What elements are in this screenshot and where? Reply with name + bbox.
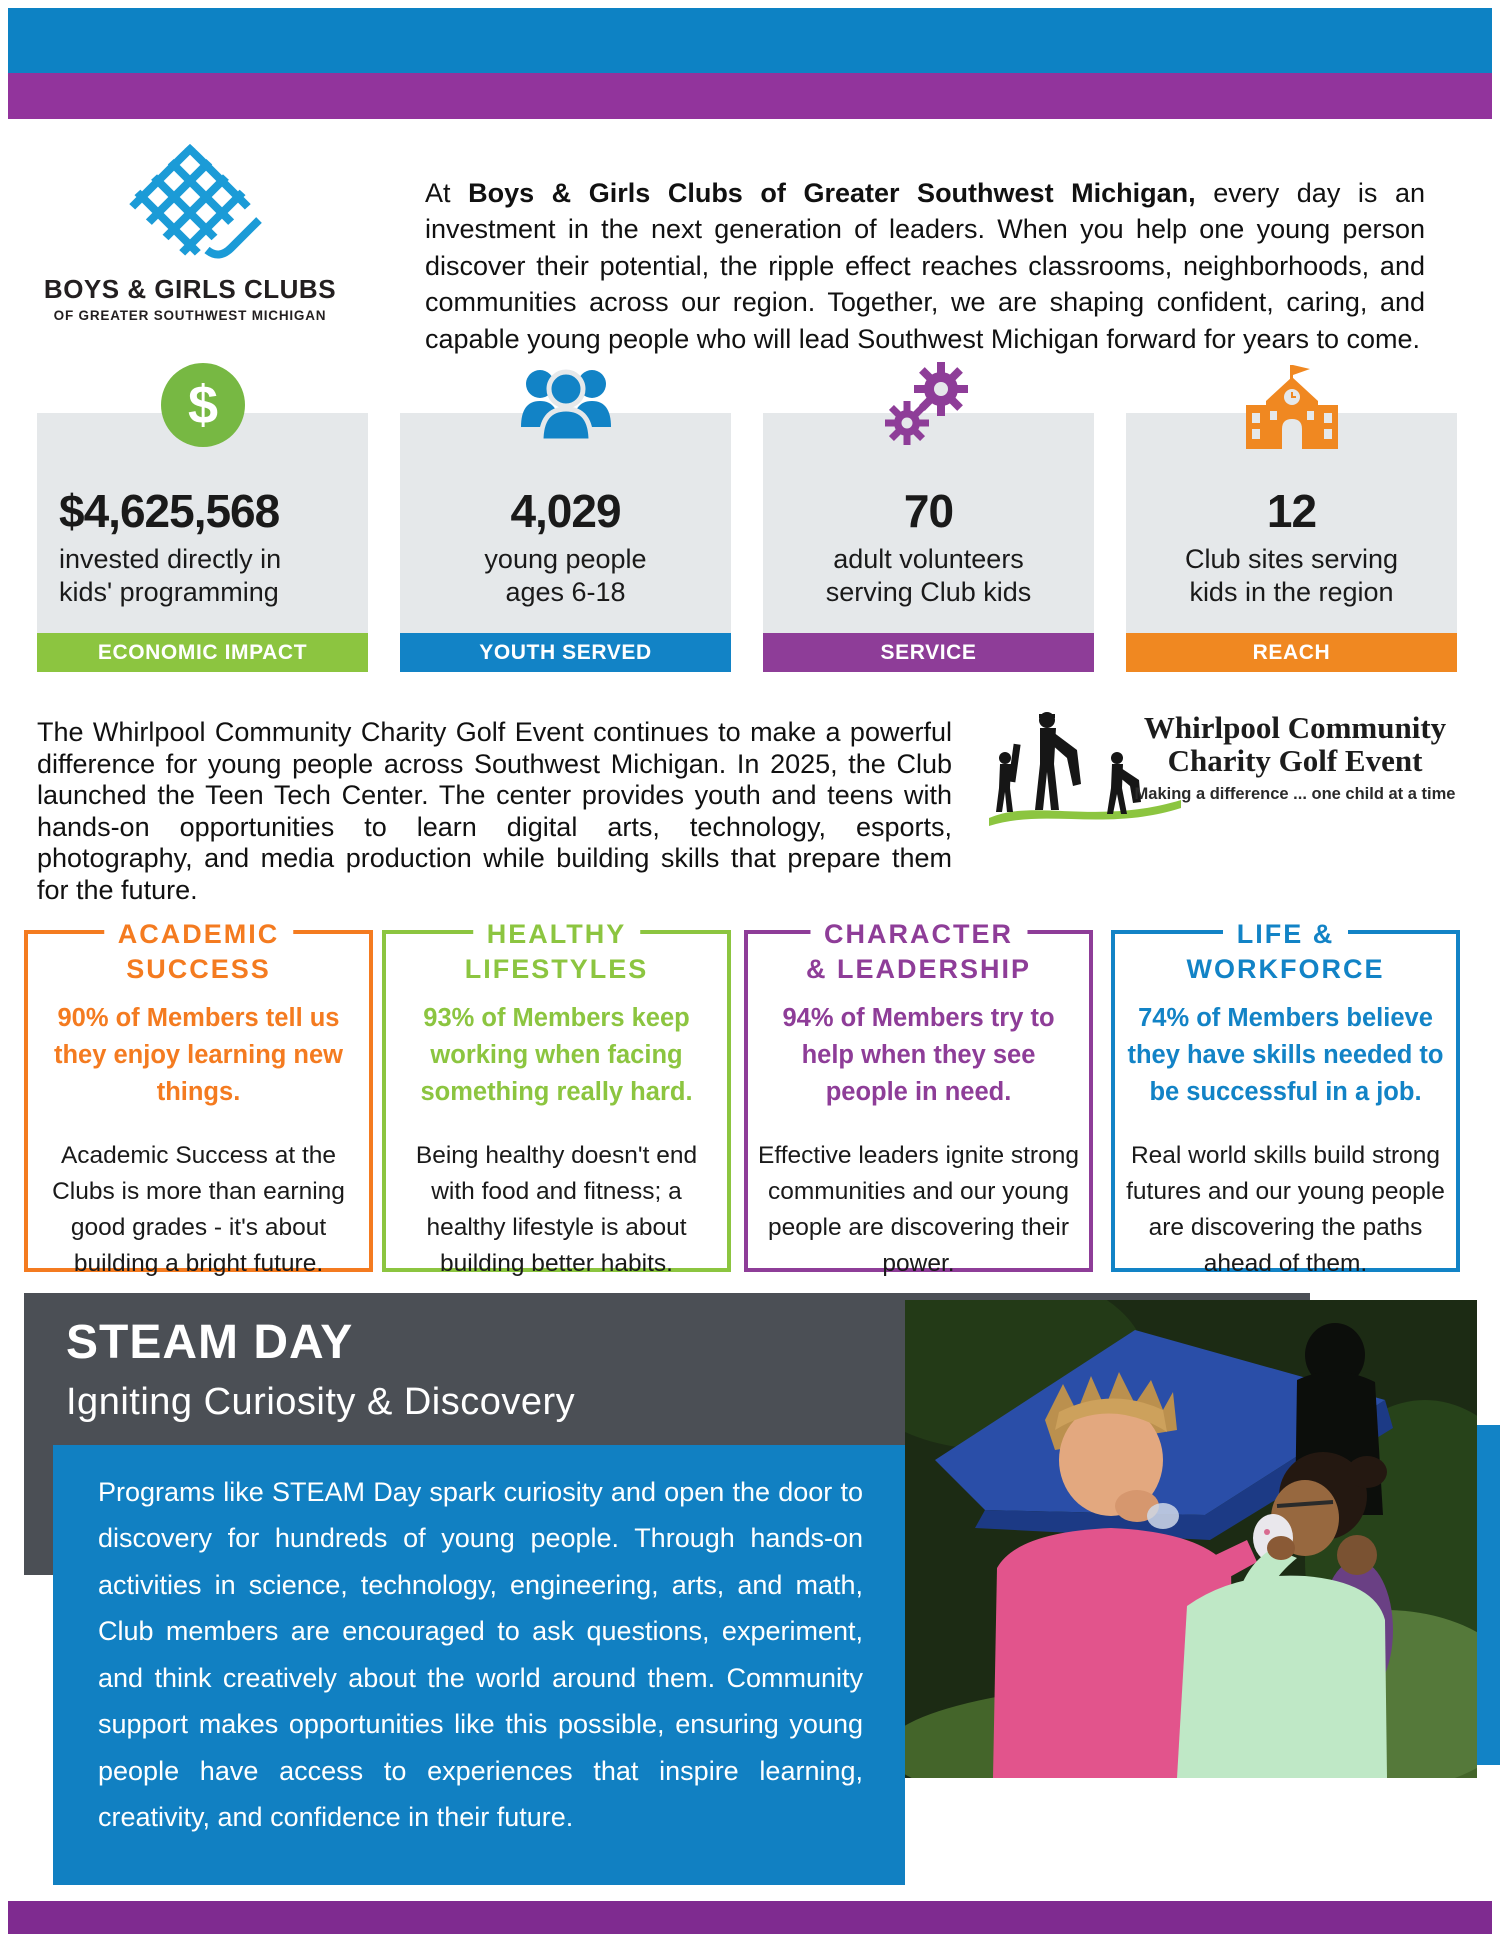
steam-paragraph: Programs like STEAM Day spark curiosity and open the door to discovery for hundreds of young people. Through hands-on activities in science, technology, engineering, arts, and math, Club members are encouraged to ask questions, experiment, and think creatively about the world around them. Community support makes opportunities like this possible, ensuring young people have access to experiences that inspire learning, creativity, and confidence in their future. (98, 1477, 863, 1833)
intro-paragraph (425, 175, 1425, 357)
outcome-box-character-leadership (744, 919, 1093, 1277)
intro-org-bold: Boys & Girls Clubs of Greater Southwest Michigan, (468, 178, 1196, 208)
stat-value: $4,625,568 (59, 485, 280, 537)
intro-rest: every day is an investment in the next generation of leaders. When you help one young person discover their potential, the ripple effect reaches classrooms, neighborhoods, and communities across our region. Together, we are shaping confident, caring, and capable young people who will lead Southwest Michigan forward for years to come. (425, 178, 1425, 354)
whirlpool-golf-logo (985, 698, 1465, 858)
outcome-box-life-workforce (1111, 919, 1460, 1277)
stat-card-youth-served (400, 413, 731, 664)
org-brand (40, 140, 340, 323)
outcome-title: LIFE & WORKFORCE (1186, 919, 1385, 984)
outcome-statement: 94% of Members try to help when they see people in need. (782, 1004, 1055, 1106)
bgc-logo-icon (115, 140, 265, 272)
stat-value: 4,029 (510, 485, 621, 537)
outcome-body: Academic Success at the Clubs is more than earning good grades - it's about building a bright future. (52, 1141, 345, 1277)
outcome-box-academic-success (24, 919, 373, 1277)
stat-description: adult volunteers serving Club kids (825, 544, 1032, 607)
org-name: BOYS & GIRLS CLUBS (43, 274, 337, 304)
outcome-title: HEALTHY LIFESTYLES (464, 919, 649, 984)
top-blue-bar (8, 8, 1492, 73)
outcome-body: Effective leaders ignite strong communities and our young people are discovering their power. (758, 1141, 1079, 1277)
right-blue-accent-band (1477, 1425, 1500, 1765)
stat-value: 70 (903, 485, 954, 537)
intro-prefix: At (425, 178, 469, 208)
steam-day-photo (905, 1300, 1477, 1778)
bottom-purple-bar (8, 1901, 1492, 1934)
outcome-body: Being healthy doesn't end with food and fitness; a healthy lifestyle is about building better habits. (415, 1141, 698, 1277)
schoolhouse-icon (1240, 361, 1344, 458)
outcome-statement: 93% of Members keep working when facing something really hard. (420, 1004, 693, 1106)
stat-description: Club sites serving kids in the region (1184, 544, 1399, 607)
org-subtitle: OF GREATER SOUTHWEST MICHIGAN (53, 308, 327, 323)
stat-label-bar: ECONOMIC IMPACT (37, 633, 368, 672)
whirlpool-logo-text (1125, 712, 1465, 804)
steam-text-panel (53, 1445, 905, 1885)
outcome-title: CHARACTER & LEADERSHIP (805, 919, 1032, 984)
top-purple-bar (8, 73, 1492, 119)
outcome-body: Real world skills build strong futures and our young people are discovering the paths ahead of them. (1126, 1141, 1445, 1277)
outcome-box-healthy-lifestyles (382, 919, 731, 1277)
outcome-title: ACADEMIC SUCCESS (104, 917, 294, 986)
stat-description: young people ages 6-18 (484, 544, 647, 607)
stat-card-economic-impact (37, 375, 368, 664)
steam-day-subtitle: Igniting Curiosity & Discovery (66, 1381, 576, 1423)
whirlpool-logo-title: Whirlpool Community (1143, 710, 1447, 745)
stat-card-service (763, 413, 1094, 664)
gears-icon (881, 361, 977, 458)
stat-description: invested directly in kids' programming (59, 544, 282, 607)
whirlpool-logo-title2: Charity Golf Event (1167, 742, 1423, 778)
outcome-statement: 90% of Members tell us they enjoy learning new things. (53, 1004, 344, 1106)
stat-card-reach (1126, 413, 1457, 664)
whirlpool-logo-tagline: Making a difference ... one child at a time (1134, 784, 1456, 803)
svg-text:$: $ (187, 375, 218, 435)
stat-label-bar: YOUTH SERVED (400, 633, 731, 672)
stat-label-bar: REACH (1126, 633, 1457, 672)
people-group-icon (513, 361, 619, 454)
steam-day-title: STEAM DAY (66, 1316, 354, 1369)
stat-label-bar: SERVICE (763, 633, 1094, 672)
outcome-statement: 74% of Members believe they have skills needed to be successful in a job. (1127, 1004, 1444, 1106)
whirlpool-paragraph: The Whirlpool Community Charity Golf Event continues to make a powerful difference for young people across Southwest Michigan. In 2025, the Club launched the Teen Tech Center. The center provides youth and teens with hands-on opportunities to learn digital arts, technology, esports, photography, and media production while building skills that prepare them for the future. (37, 717, 952, 905)
stat-value: 12 (1266, 485, 1317, 537)
dollar-circle-icon (159, 361, 247, 454)
